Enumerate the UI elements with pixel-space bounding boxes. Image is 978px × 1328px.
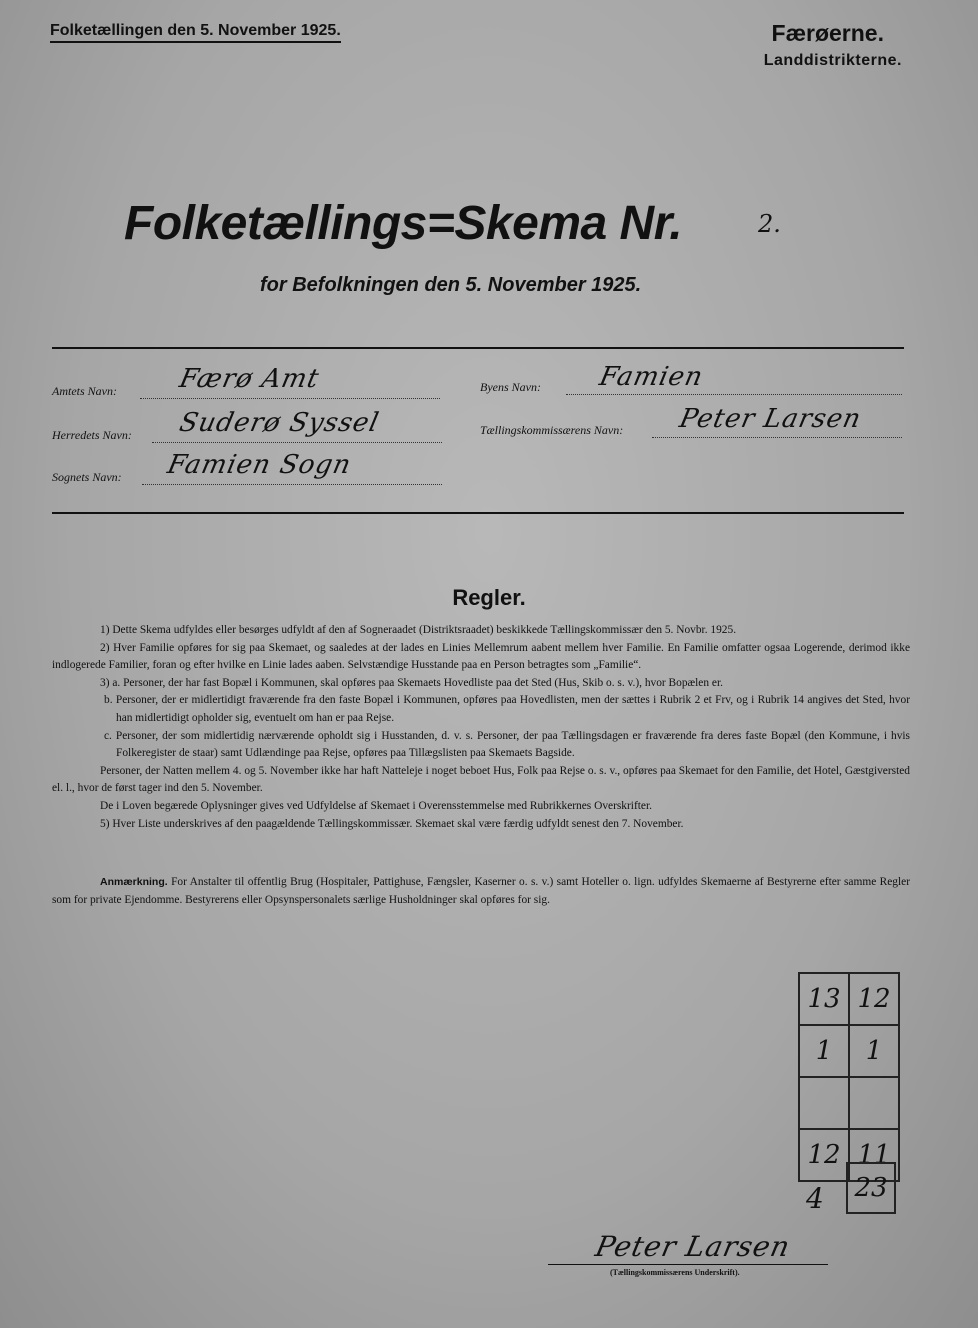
rule-2: 2) Hver Familie opføres for sig paa Skemaet, og saaledes at der lades en Linies Mellemrum aabent mellem hver Familie. En Familie omfatter ogsaa Logerende, derimod ikke indlogerede Familier, foran og efter hvilke en Linie lades aaben. Selvstændige Husstande paa en Person betragtes som „Familie“. [52, 641, 910, 672]
bottom-divider [52, 512, 904, 514]
tally-cell: 11 [849, 1129, 899, 1181]
tally-cell: 1 [849, 1025, 899, 1077]
tally-cell: 12 [799, 1129, 849, 1181]
form-subtitle: for Befolkningen den 5. November 1925. [260, 274, 642, 296]
note [52, 874, 910, 909]
region-subtitle: Landdistrikterne. [763, 52, 902, 69]
form-title: Folketællings=Skema Nr. [124, 197, 683, 250]
tally-bottom-box: 23 [846, 1162, 896, 1214]
note-text: For Anstalter til offentlig Brug (Hospitaler, Pattighuse, Fængsler, Kaserner o. s. v.) samt Hoteller o. lign. udfyldes Skemaerne af Bestyrerne efter samme Regler som for private Ejendomme. Bestyrerens eller Opsynspersonalets særlige Husholdninger skal opføres for sig. [52, 876, 910, 906]
kommissaer-line [652, 437, 902, 438]
signature-caption: (Tællingskommissærens Underskrift). [610, 1268, 740, 1277]
rule-5: 5) Hver Liste underskrives af den paagældende Tællingskommissær. Skemaet skal være færdig udfyldt senest den 7. November. [100, 817, 684, 830]
sogn-label: Sognets Navn: [52, 470, 122, 484]
tally-cell: 12 [849, 973, 899, 1025]
census-header-left: Folketællingen den 5. November 1925. [50, 22, 341, 43]
rule-1: 1) Dette Skema udfyldes eller besørges udfyldt af den af Sogneraadet (Distriktsraadet) beskikkede Tællingskommissær den 5. Novbr. 1925. [100, 624, 737, 636]
tally-box [798, 972, 900, 1182]
signature: Peter Larsen [592, 1230, 794, 1263]
tally-cell: 1 [799, 1025, 849, 1077]
tally-bottom-left: 4 [806, 1182, 824, 1215]
tally-cell [799, 1077, 849, 1129]
rule-3c: c. Personer, der som midlertidig nærværende opholdt sig i Husstanden, d. v. s. Personer, der paa Tællingsdagen er fraværende fra deres faste Bopæl (den Kommune, i hvis Folkeregister de staar) samt Udlændinge paa Rejse, opføres paa Tillægslisten paa Skemaets Bagside. [104, 729, 910, 760]
herred-label: Herredets Navn: [52, 428, 132, 442]
by-line [566, 394, 902, 395]
rules-text [52, 622, 910, 833]
herred-line [152, 442, 442, 443]
form-number: 2. [758, 210, 781, 238]
tally-cell [849, 1077, 899, 1129]
amt-value: Færø Amt [176, 364, 323, 394]
region-title: Færøerne. [771, 20, 884, 46]
amt-line [140, 398, 440, 399]
by-label: Byens Navn: [480, 380, 541, 394]
signature-line [548, 1264, 828, 1265]
kommissaer-value: Peter Larsen [676, 404, 865, 434]
herred-value: Suderø Syssel [176, 408, 383, 438]
rule-4: De i Loven begærede Oplysninger gives ved Udfyldelse af Skemaet i Overensstemmelse med Rubrikkernes Overskrifter. [100, 799, 652, 812]
top-divider [52, 347, 904, 349]
note-label: Anmærkning. [100, 876, 168, 888]
rule-3d: Personer, der Natten mellem 4. og 5. November ikke har haft Natteleje i noget beboet Hus, Folk paa Rejse o. s. v., opføres paa Skemaet for den Familie, det Hotel, Gæstgiversted el. l., hvor de først tager ind den 5. November. [52, 764, 910, 795]
rule-3b: b. Personer, der er midlertidigt fraværende fra den faste Bopæl i Kommunen, opføres paa Hovedlisten, men der sættes i Rubrik 2 et Frv, og i Rubrik 14 angives det Sted, hvor han midlertidigt opholder sig, eventuelt om han er paa Rejse. [104, 694, 910, 724]
by-value: Famien [596, 362, 707, 392]
sogn-line [142, 484, 442, 485]
rules-title: Regler. [452, 585, 526, 610]
rule-3a: 3) a. Personer, der har fast Bopæl i Kommunen, skal opføres paa Skemaets Hovedliste paa det Sted (Hus, Skib o. s. v.), hvor Bopælen er. [100, 676, 723, 689]
amt-label: Amtets Navn: [52, 384, 117, 398]
kommissaer-label: Tællingskommissærens Navn: [480, 423, 624, 437]
tally-cell: 13 [799, 973, 849, 1025]
sogn-value: Famien Sogn [164, 450, 355, 480]
